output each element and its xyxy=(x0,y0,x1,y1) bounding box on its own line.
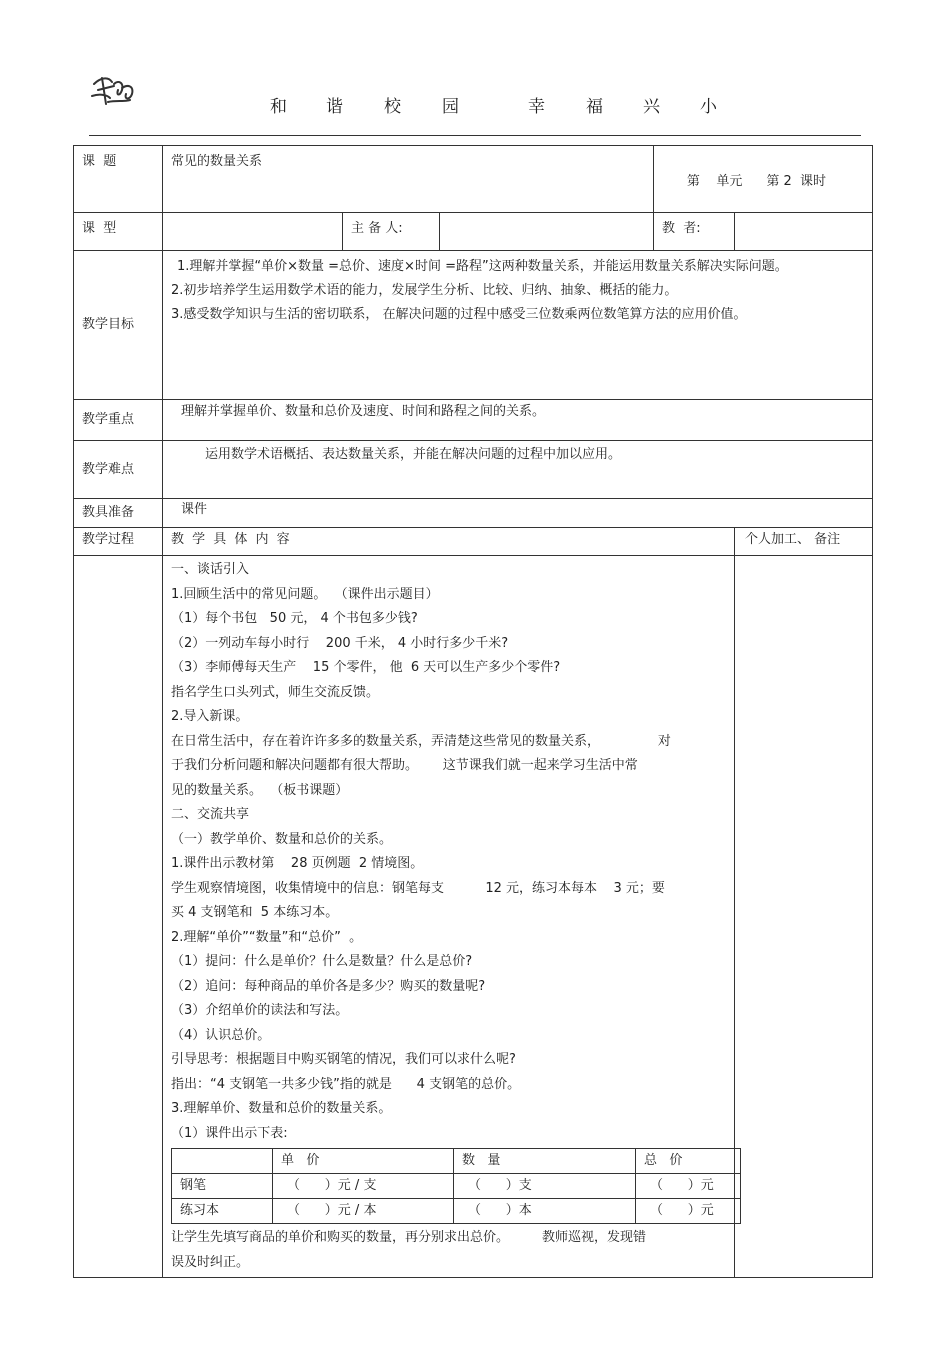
motto-char: 兴 xyxy=(643,97,660,117)
key-content: 理解并掌握单价、数量和总价及速度、时间和路程之间的关系。 xyxy=(163,400,873,441)
price-quantity-table xyxy=(171,1148,741,1224)
table-row xyxy=(172,1174,741,1199)
process-line: （2）一列动车每小时行 200 千米， 4 小时行多少千米? xyxy=(171,635,509,651)
tools-label: 教具准备 xyxy=(74,499,163,528)
table-header-cell: 总 价 xyxy=(636,1149,741,1174)
topic-value: 常见的数量关系 xyxy=(163,146,654,213)
process-left-blank xyxy=(74,556,163,1278)
header-divider xyxy=(89,135,861,136)
process-line: 见的数量关系。 （板书课题） xyxy=(171,782,349,798)
motto-char: 和 xyxy=(270,97,287,117)
motto-char: 幸 xyxy=(528,97,545,117)
motto-char: 福 xyxy=(586,97,603,117)
tools-content: 课件 xyxy=(163,499,873,528)
process-line: （2）追问：每种商品的单价各是多少？购买的数量呢? xyxy=(171,978,486,994)
content-header: 教 学 具 体 内 容 xyxy=(163,528,735,556)
process-line: 买 4 支钢笔和 5 本练习本。 xyxy=(171,905,339,920)
process-line: 学生观察情境图，收集情境中的信息：钢笔每支 12 元，练习本每本 3 元；要 xyxy=(171,880,665,896)
process-line: 一、谈话引入 xyxy=(171,562,250,577)
preparer-value xyxy=(440,213,654,251)
process-line: （1）课件出示下表: xyxy=(171,1125,288,1141)
topic-label: 课 题 xyxy=(74,146,163,213)
process-line: （3）介绍单价的读法和写法。 xyxy=(171,1003,349,1018)
unit-label: 第 单元 xyxy=(686,174,743,189)
process-content xyxy=(163,556,735,1278)
process-line: （4）认识总价。 xyxy=(171,1027,271,1043)
table-header-cell xyxy=(172,1149,273,1174)
difficulty-content: 运用数学术语概括、表达数量关系，并能在解决问题的过程中加以应用。 xyxy=(163,441,873,499)
motto-char: 谐 xyxy=(326,97,343,117)
table-cell: （ ）支 xyxy=(454,1174,636,1199)
process-line: 1.课件出示教材第 28 页例题 2 情境图。 xyxy=(171,856,424,871)
process-line: 指出：“4 支钢笔一共多少钱”指的就是 4 支钢笔的总价。 xyxy=(171,1076,521,1092)
goal-item: 2.初步培养学生运用数学术语的能力，发展学生分析、比较、归纳、抽象、概括的能力。 xyxy=(171,283,678,298)
table-row xyxy=(172,1199,741,1224)
process-line: 在日常生活中，存在着许许多多的数量关系，弄清楚这些常见的数量关系， 对 xyxy=(171,733,671,749)
table-header-cell: 数 量 xyxy=(454,1149,636,1174)
process-line: 二、交流共享 xyxy=(171,807,250,822)
goals-label: 教学目标 xyxy=(74,251,163,400)
process-line: 引导思考：根据题目中购买钢笔的情况，我们可以求什么呢? xyxy=(171,1052,516,1067)
type-value xyxy=(163,213,343,251)
process-line: 指名学生口头列式，师生交流反馈。 xyxy=(171,684,380,700)
process-line: 误及时纠正。 xyxy=(171,1254,250,1270)
process-line: 1.回顾生活中的常见问题。 （课件出示题目） xyxy=(171,586,439,602)
table-header-cell: 单 价 xyxy=(273,1149,454,1174)
goal-item: 1.理解并掌握“单价×数量 =总价、速度×时间 =路程”这两种数量关系，并能运用数量关系解决实际问题。 xyxy=(177,259,788,274)
motto-char: 校 xyxy=(384,97,401,117)
motto-char: 园 xyxy=(442,97,459,117)
preparer-label: 主 备 人: xyxy=(343,213,440,251)
process-label: 教学过程 xyxy=(74,528,163,556)
table-cell: （ ）本 xyxy=(454,1199,636,1224)
table-cell: （ ）元 xyxy=(636,1174,741,1199)
process-line: （3）李师傅每天生产 15 个零件， 他 6 天可以生产多少个零件? xyxy=(171,660,561,675)
teacher-label: 教 者: xyxy=(654,213,735,251)
type-label: 课 型 xyxy=(74,213,163,251)
lesson-plan-table xyxy=(73,145,873,1278)
unit-lesson-cell xyxy=(654,146,873,213)
table-cell: （ ）元 xyxy=(636,1199,741,1224)
lesson-label: 第 2 课时 xyxy=(766,174,827,189)
process-line: （1）提问：什么是单价？什么是数量？什么是总价? xyxy=(171,954,473,969)
goals-content xyxy=(163,251,873,400)
process-line: 于我们分析问题和解决问题都有很大帮助。 这节课我们就一起来学习生活中常 xyxy=(171,758,638,773)
process-line: （1）每个书包 50 元， 4 个书包多少钱? xyxy=(171,611,418,626)
table-cell: 钢笔 xyxy=(172,1174,273,1199)
key-label: 教学重点 xyxy=(74,400,163,441)
teacher-value xyxy=(735,213,873,251)
table-cell: （ ）元 / 本 xyxy=(273,1199,454,1224)
process-line: 让学生先填写商品的单价和购买的数量，再分别求出总价。 教师巡视，发现错 xyxy=(171,1230,647,1245)
process-line: 3.理解单价、数量和总价的数量关系。 xyxy=(171,1101,392,1116)
notes-header: 个人加工、 备注 xyxy=(735,528,873,556)
goal-item: 3.感受数学知识与生活的密切联系， 在解决问题的过程中感受三位数乘两位数笔算方法的应用价值。 xyxy=(171,307,747,322)
table-cell: （ ）元 / 支 xyxy=(273,1174,454,1199)
process-line: （一）教学单价、数量和总价的关系。 xyxy=(171,831,393,847)
difficulty-label: 教学难点 xyxy=(74,441,163,499)
table-cell: 练习本 xyxy=(172,1199,273,1224)
process-line: 2.理解“单价”“数量”和“总价” 。 xyxy=(171,929,363,945)
school-logo xyxy=(88,70,140,112)
process-line: 2.导入新课。 xyxy=(171,709,249,724)
notes-column xyxy=(735,556,873,1278)
motto-char: 小 xyxy=(700,97,717,117)
